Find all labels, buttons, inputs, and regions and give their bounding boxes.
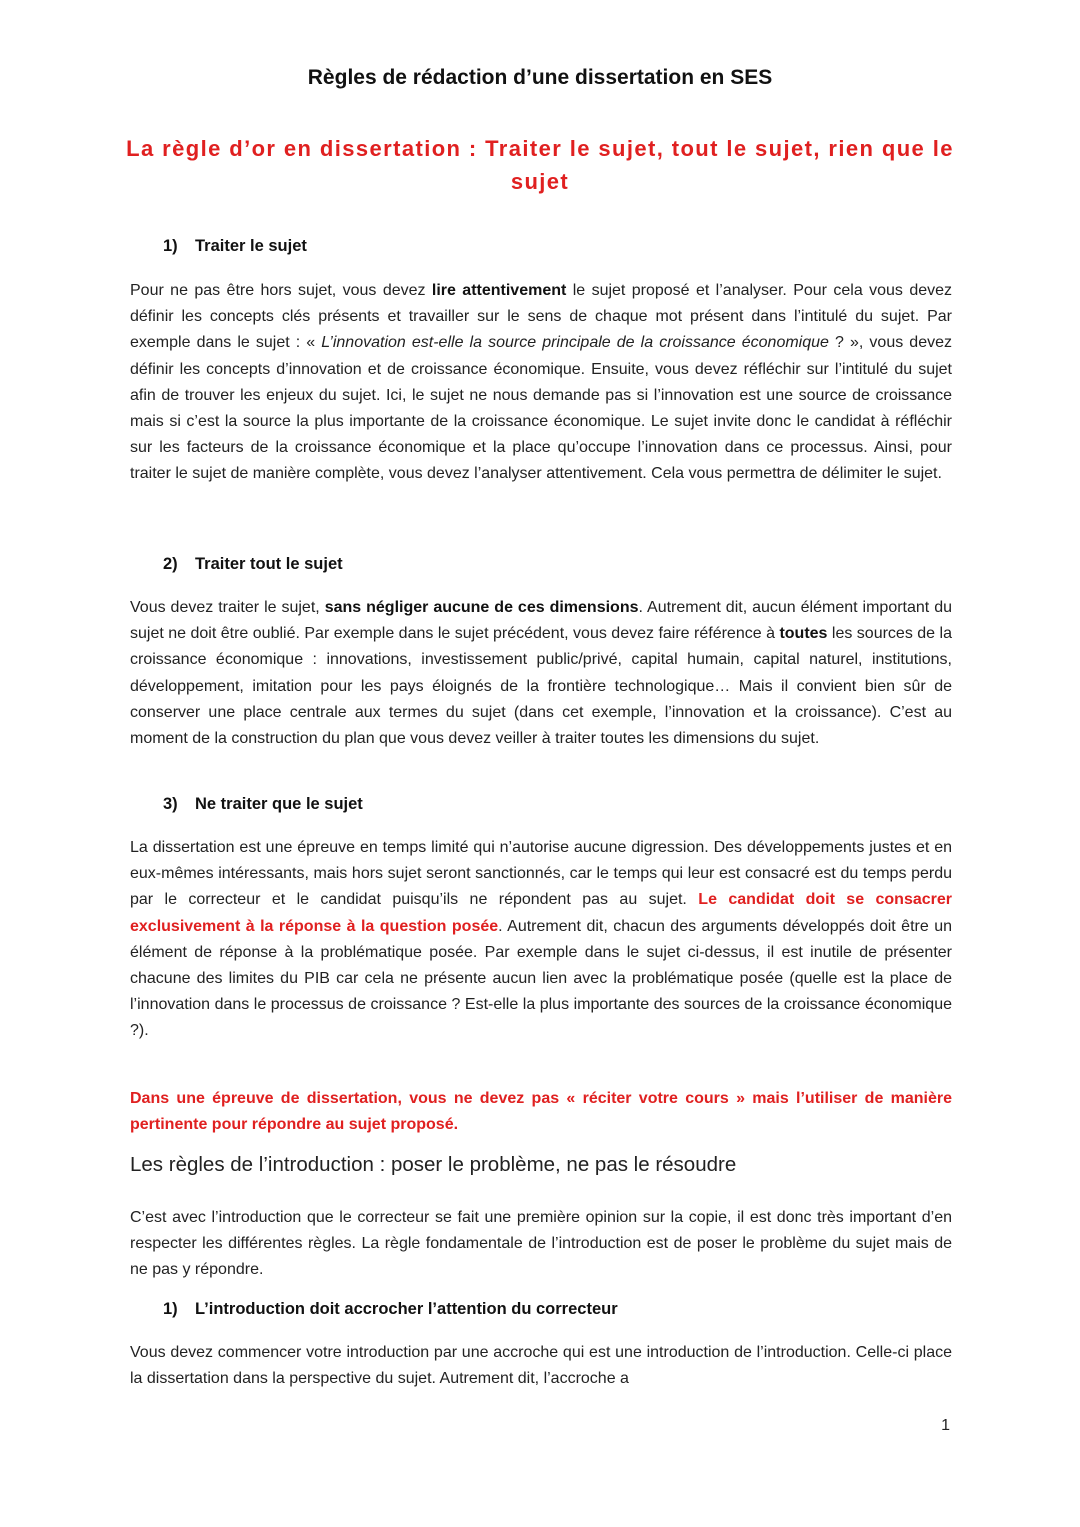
section-number: 2) xyxy=(163,555,178,573)
section-number: 3) xyxy=(163,795,178,813)
introduction-sub-paragraph: Vous devez commencer votre introduction par une accroche qui est une introduction de l’introduction. Celle-ci place la dissertation dans la perspective du sujet. Autrement dit, l’accroche a xyxy=(130,1344,952,1388)
introduction-subheading xyxy=(163,1300,618,1319)
section-1-heading xyxy=(163,237,307,256)
golden-rule-heading: La règle d’or en dissertation : Traiter le sujet, tout le sujet, rien que le sujet xyxy=(126,136,954,194)
introduction-heading: Les règles de l’introduction : poser le problème, ne pas le résoudre xyxy=(130,1153,737,1176)
text-run: . Autrement dit, chacun des arguments développés doit être un élément de réponse à la problématique posée. Par exemple dans le sujet ci-dessus, il est inutile de présenter chacune des limites du PIB car cela ne présente aucun lien avec la problématique posée (quelle est la place de l’innovation dans le processus de croissance ? Est-elle la plus importante des sources de la croissance économique ?). xyxy=(130,917,952,1040)
section-number: 1) xyxy=(163,1300,178,1318)
introduction-paragraph: C’est avec l’introduction que le correcteur se fait une première opinion sur la copie, il est donc très important d’en respecter les différentes règles. La règle fondamentale de l’introduction est de poser le problème du sujet mais de ne pas y répondre. xyxy=(130,1209,952,1279)
page-number: 1 xyxy=(941,1417,950,1434)
text-run: Pour ne pas être hors sujet, vous devez xyxy=(130,282,432,299)
section-title: Traiter tout le sujet xyxy=(195,555,343,573)
section-1-paragraph xyxy=(130,278,952,488)
bold-text: sans négliger aucune de ces dimensions xyxy=(324,599,639,616)
section-2-heading xyxy=(163,555,343,574)
section-number: 1) xyxy=(163,237,178,255)
text-run: ? », vous devez définir les concepts d’innovation et de croissance économique. Ensuite, vous devez réfléchir sur l’intitulé du sujet afin de trouver les enjeux du sujet. Ici, le sujet ne nous demande pas si l’innovation est une source de croissance mais si c’est la source la plus importante de la croissance économique. Le sujet invite donc le candidat à réfléchir sur les facteurs de la croissance économique et la place qu’occupe l’innovation dans ce processus. Ainsi, pour traiter le sujet de manière complète, vous devez l’analyser attentivement. Cela vous permettra de délimiter le sujet. xyxy=(130,334,952,483)
text-run: . Autrement dit, aucun élément important du sujet ne doit être oublié. Par exemple dans le sujet précédent, vous devez faire référence à xyxy=(130,599,952,643)
text-run: La dissertation est une épreuve en temps limité qui n’autorise aucune digression. Des développements justes et en eux-mêmes intéressants, mais hors sujet seront sanctionnés, car le temps qui leur est consacré est du temps perdu par le correcteur et le candidat puisqu’ils ne répondent pas au sujet. xyxy=(130,839,952,909)
text-run: Vous devez traiter le sujet, xyxy=(130,599,325,616)
italic-text: L’innovation est-elle la source principale de la croissance économique xyxy=(321,334,829,352)
section-title: Traiter le sujet xyxy=(195,237,307,255)
warning-paragraph: Dans une épreuve de dissertation, vous ne devez pas « réciter votre cours » mais l’utiliser de manière pertinente pour répondre au sujet proposé. xyxy=(130,1090,952,1134)
section-title: Ne traiter que le sujet xyxy=(195,795,363,813)
bold-text: lire attentivement xyxy=(431,282,567,299)
document-title: Règles de rédaction d’une dissertation en SES xyxy=(307,66,773,89)
text-run: les sources de la croissance économique : innovations, investissement public/privé, capital humain, capital naturel, institutions, développement, imitation pour les pays éloignés de la frontière technologique… Mais il convient bien sûr de conserver une place centrale aux termes du sujet (dans cet exemple, l’innovation et la croissance). C’est au moment de la construction du plan que vous devez veiller à traiter toutes les dimensions du sujet. xyxy=(130,625,952,748)
bold-text: toutes xyxy=(779,625,828,643)
section-3-heading xyxy=(163,795,363,814)
section-title: L’introduction doit accrocher l’attention du correcteur xyxy=(195,1300,618,1318)
section-2-paragraph xyxy=(130,595,952,752)
text-run: le sujet proposé et l’analyser. Pour cela vous devez définir les concepts clés présents et travailler sur le sens de chaque mot présent dans l’intitulé du sujet. Par exemple dans le sujet : « xyxy=(130,282,953,352)
highlighted-text: Le candidat doit se consacrer exclusivement à la réponse à la question posée xyxy=(130,891,952,935)
section-3-paragraph xyxy=(130,835,952,1045)
